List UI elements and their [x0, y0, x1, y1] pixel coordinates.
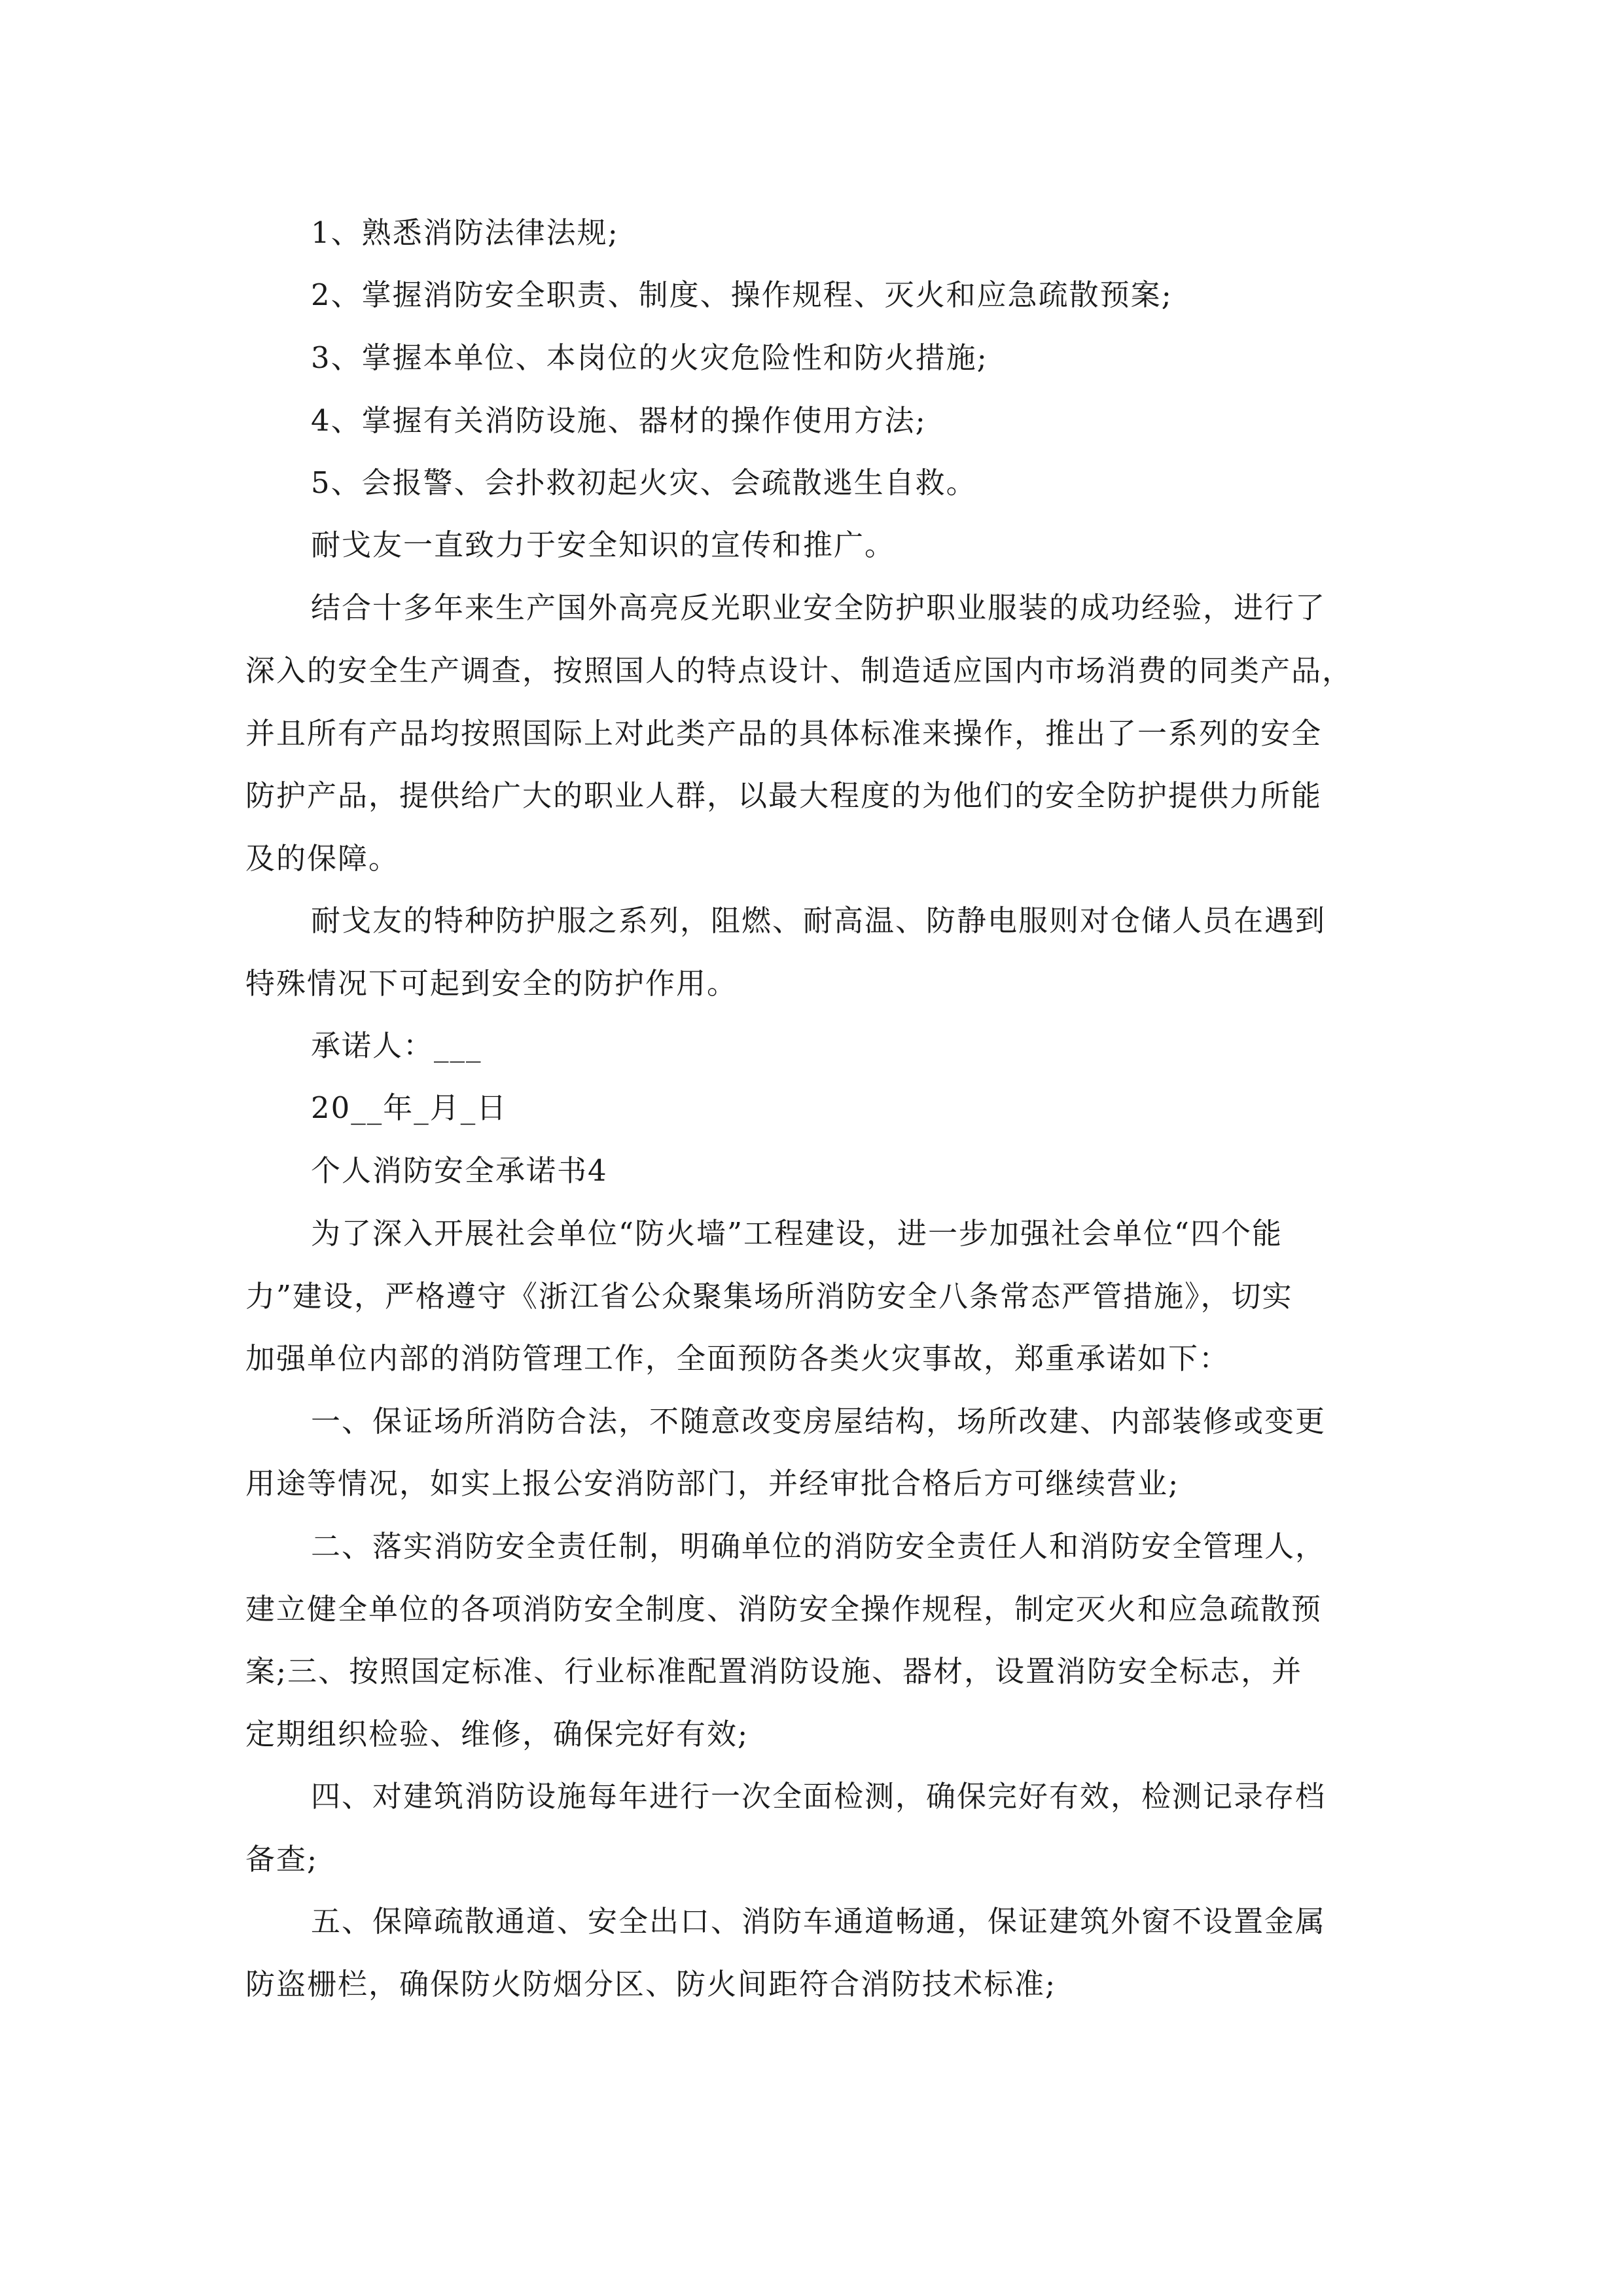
text-line: 四、对建筑消防设施每年进行一次全面检测，确保完好有效，检测记录存档 [311, 1779, 1327, 1814]
text-line: 并且所有产品均按照国际上对此类产品的具体标准来操作，推出了一系列的安全 [245, 716, 1323, 751]
text-line: 耐戈友的特种防护服之系列，阻燃、耐高温、防静电服则对仓储人员在遇到 [311, 903, 1327, 938]
text-line: 结合十多年来生产国外高亮反光职业安全防护职业服装的成功经验，进行了 [311, 590, 1327, 625]
signature-line: 承诺人：___ [311, 1028, 482, 1063]
text-line: 力”建设，严格遵守《浙江省公众聚集场所消防安全八条常态严管措施》，切实 [245, 1279, 1293, 1314]
section-title: 个人消防安全承诺书4 [311, 1153, 608, 1188]
text-line: 防盗栅栏，确保防火防烟分区、防火间距符合消防技术标准; [245, 1967, 1057, 2001]
text-line: 耐戈友一直致力于安全知识的宣传和推广。 [311, 528, 896, 562]
text-line: 五、保障疏散通道、安全出口、消防车通道畅通，保证建筑外窗不设置金属 [311, 1904, 1327, 1939]
text-line: 4、掌握有关消防设施、器材的操作使用方法; [311, 403, 927, 438]
text-line: 2、掌握消防安全职责、制度、操作规程、灭火和应急疏散预案; [311, 278, 1173, 312]
text-line: 用途等情况，如实上报公安消防部门，并经审批合格后方可继续营业; [245, 1466, 1180, 1501]
text-line: 防护产品，提供给广大的职业人群，以最大程度的为他们的安全防护提供力所能 [245, 778, 1323, 813]
text-line: 3、掌握本单位、本岗位的火灾危险性和防火措施; [311, 340, 988, 375]
text-line: 深入的安全生产调查，按照国人的特点设计、制造适应国内市场消费的同类产品， [245, 653, 1353, 688]
text-line: 及的保障。 [245, 841, 400, 876]
text-line: 一、保证场所消防合法，不随意改变房屋结构，场所改建、内部装修或变更 [311, 1404, 1327, 1439]
text-line: 特殊情况下可起到安全的防护作用。 [245, 966, 738, 1001]
text-line: 1、熟悉消防法律法规; [311, 215, 619, 250]
text-line: 建立健全单位的各项消防安全制度、消防安全操作规程，制定灭火和应急疏散预 [245, 1592, 1323, 1626]
text-line: 案;三、按照国定标准、行业标准配置消防设施、器材，设置消防安全标志，并 [245, 1654, 1303, 1689]
date-line: 20__年_月_日 [311, 1090, 508, 1125]
text-line: 5、会报警、会扑救初起火灾、会疏散逃生自救。 [311, 465, 977, 500]
text-line: 二、落实消防安全责任制，明确单位的消防安全责任人和消防安全管理人， [311, 1529, 1327, 1564]
text-line: 备查; [245, 1842, 319, 1876]
text-line: 定期组织检验、维修，确保完好有效; [245, 1717, 749, 1751]
text-line: 为了深入开展社会单位“防火墙”工程建设，进一步加强社会单位“四个能 [311, 1216, 1283, 1251]
text-line: 加强单位内部的消防管理工作，全面预防各类火灾事故，郑重承诺如下： [245, 1341, 1230, 1376]
